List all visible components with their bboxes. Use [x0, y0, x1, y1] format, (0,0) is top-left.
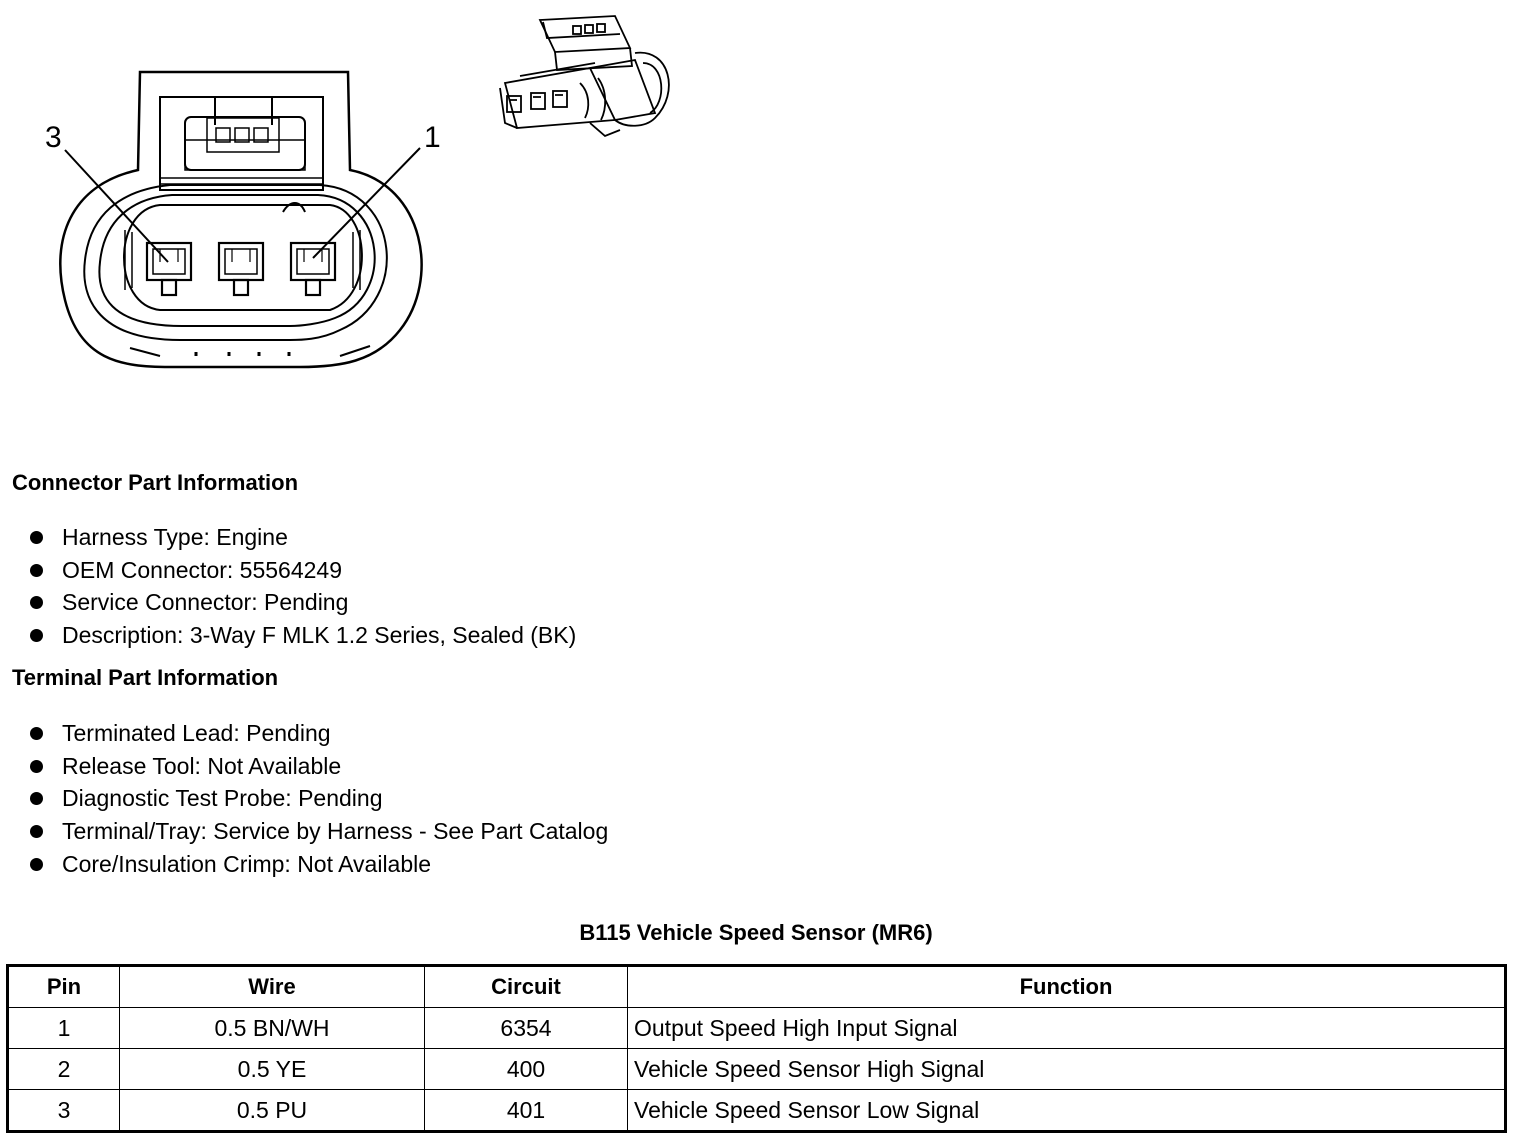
pin-table-title: B115 Vehicle Speed Sensor (MR6) — [579, 920, 933, 945]
cell-wire: 0.5 PU — [120, 1090, 425, 1132]
connector-part-info-list — [28, 521, 576, 652]
column-header-pin: Pin — [8, 966, 120, 1008]
list-item: Terminal/Tray: Service by Harness - See Part Catalog — [28, 815, 608, 848]
bullet-icon — [30, 858, 43, 871]
bullet-icon — [30, 792, 43, 805]
bullet-icon — [30, 596, 43, 609]
column-header-wire: Wire — [120, 966, 425, 1008]
column-header-circuit: Circuit — [425, 966, 628, 1008]
cell-function: Output Speed High Input Signal — [628, 1008, 1506, 1049]
terminal-part-info-heading: Terminal Part Information — [12, 665, 279, 690]
list-item: Diagnostic Test Probe: Pending — [28, 782, 608, 815]
bullet-icon — [30, 760, 43, 773]
terminal-1 — [291, 243, 335, 295]
terminal-cavities — [147, 243, 335, 295]
table-row — [8, 1090, 1506, 1132]
list-item: Service Connector: Pending — [28, 586, 576, 619]
cell-function: Vehicle Speed Sensor High Signal — [628, 1049, 1506, 1090]
list-item: OEM Connector: 55564249 — [28, 554, 576, 587]
terminal-part-info-list — [28, 717, 608, 880]
cell-pin: 2 — [8, 1049, 120, 1090]
pin-callout-1: 1 — [424, 121, 441, 154]
bullet-icon — [30, 629, 43, 642]
list-item: Harness Type: Engine — [28, 521, 576, 554]
bullet-icon — [30, 825, 43, 838]
terminal-2 — [219, 243, 263, 295]
table-row — [8, 1049, 1506, 1090]
cell-wire: 0.5 YE — [120, 1049, 425, 1090]
cell-pin: 1 — [8, 1008, 120, 1049]
bullet-icon — [30, 564, 43, 577]
cell-wire: 0.5 BN/WH — [120, 1008, 425, 1049]
connector-part-info-heading: Connector Part Information — [12, 470, 299, 495]
terminal-3 — [147, 243, 191, 295]
connector-face-diagram — [0, 0, 470, 400]
list-item: Release Tool: Not Available — [28, 750, 608, 783]
cell-circuit: 6354 — [425, 1008, 628, 1049]
list-item: Description: 3-Way F MLK 1.2 Series, Sealed (BK) — [28, 619, 576, 652]
table-row — [8, 1008, 1506, 1049]
bullet-icon — [30, 531, 43, 544]
pin-table — [6, 964, 1507, 1133]
cell-function: Vehicle Speed Sensor Low Signal — [628, 1090, 1506, 1132]
list-item: Terminated Lead: Pending — [28, 717, 608, 750]
list-item: Core/Insulation Crimp: Not Available — [28, 848, 608, 881]
table-header-row — [8, 966, 1506, 1008]
column-header-function: Function — [628, 966, 1506, 1008]
connector-isometric-view — [495, 8, 695, 143]
pin-callout-3: 3 — [45, 121, 62, 154]
bullet-icon — [30, 727, 43, 740]
cell-circuit: 401 — [425, 1090, 628, 1132]
cell-pin: 3 — [8, 1090, 120, 1132]
cell-circuit: 400 — [425, 1049, 628, 1090]
